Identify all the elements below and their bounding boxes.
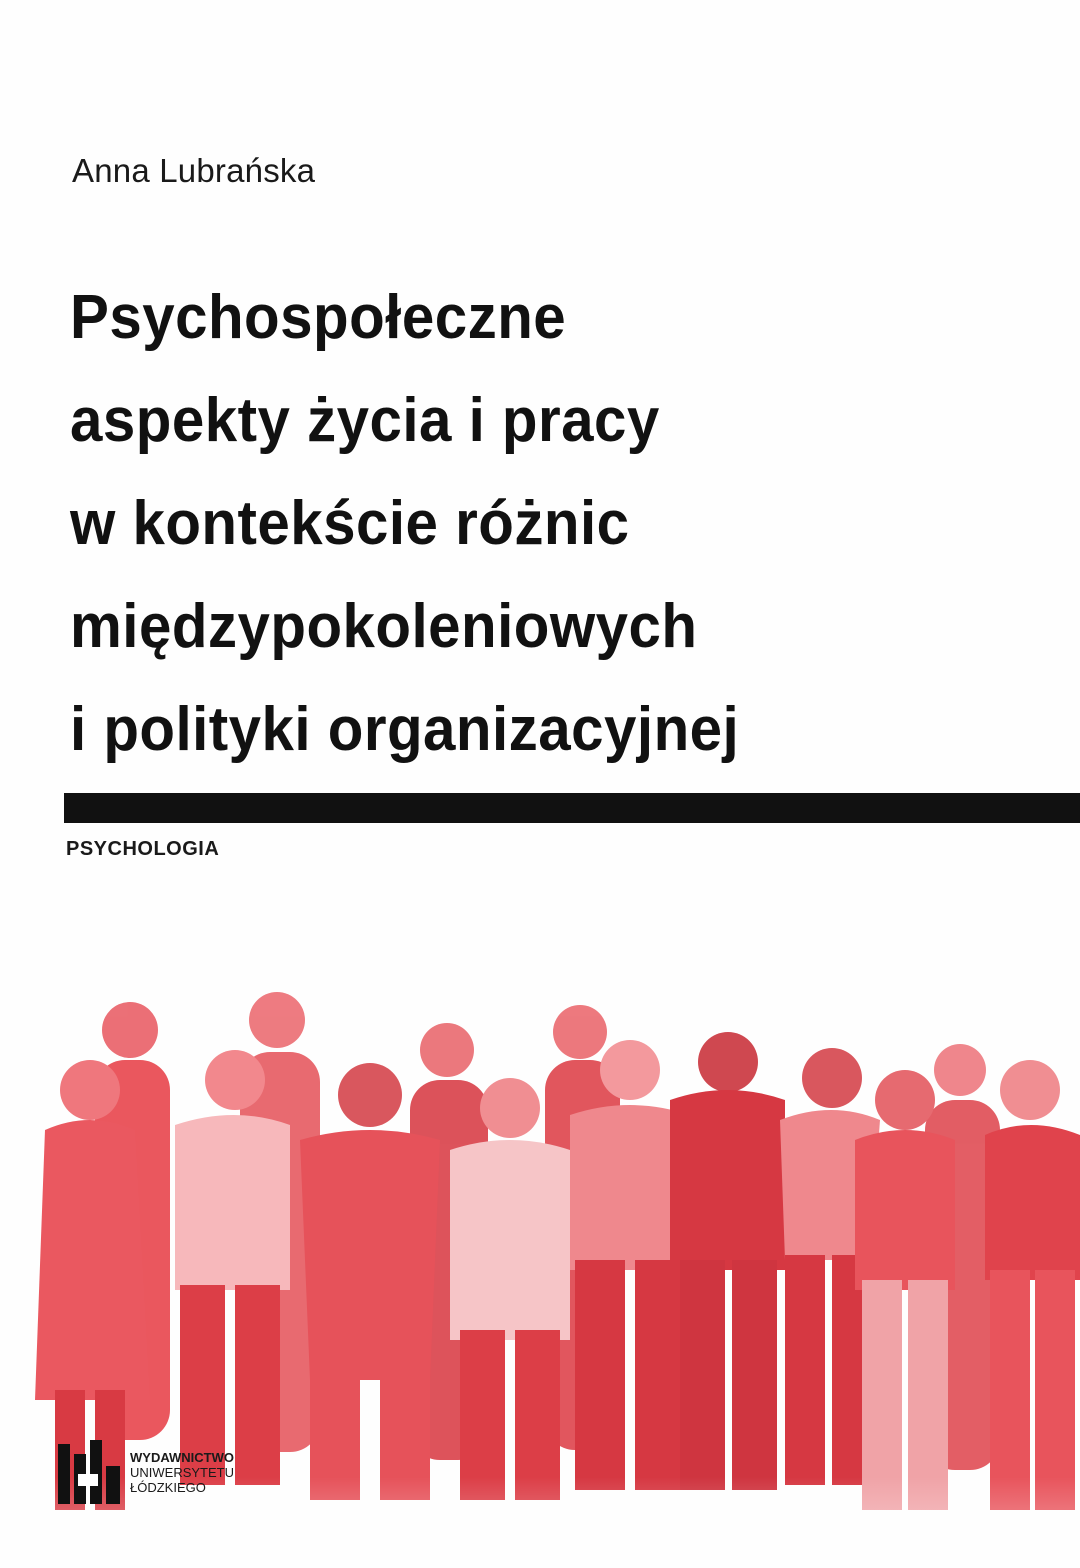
publisher-line-1: WYDAWNICTWO (130, 1449, 234, 1465)
wul-logo-icon (58, 1440, 120, 1504)
title-line-1: Psychospołeczne (70, 283, 567, 352)
series-label: PSYCHOLOGIA (66, 838, 220, 860)
title-line-5: i polityki organizacyjnej (70, 695, 740, 764)
publisher-line-2: UNIWERSYTETU (130, 1464, 234, 1480)
book-title (70, 266, 1010, 781)
author-name: Anna Lubrańska (72, 152, 316, 189)
publisher-line-3: ŁÓDZKIEGO (130, 1479, 206, 1495)
title-line-2: aspekty życia i pracy (70, 386, 660, 455)
publisher-name (130, 1450, 234, 1495)
title-line-3: w kontekście różnic (70, 489, 630, 558)
title-line-4: międzypokoleniowych (70, 592, 698, 661)
publisher-block (58, 1440, 234, 1504)
title-divider-bar (64, 793, 1080, 823)
